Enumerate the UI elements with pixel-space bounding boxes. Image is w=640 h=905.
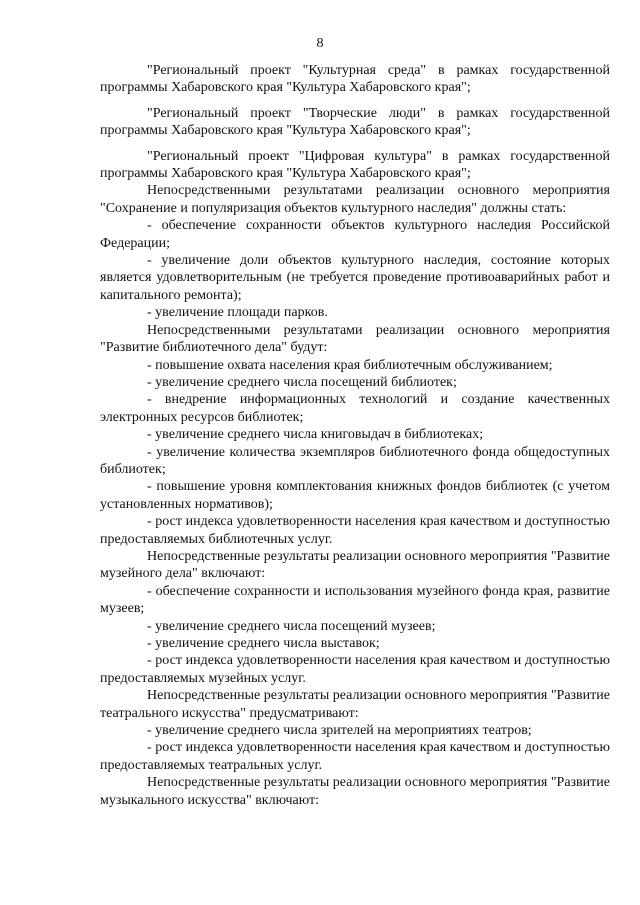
list-item-heritage-preservation: - обеспечение сохранности объектов культурного наследия Российской Федерации; [100, 218, 610, 251]
list-item-exhibitions: - увеличение среднего числа выставок; [147, 636, 380, 651]
paragraph-heritage-results-intro: Непосредственными результатами реализации основного мероприятия "Сохранение и популяризация объектов культурного наследия" должны стать: [100, 183, 610, 216]
page-number: 8 [316, 36, 324, 51]
list-item-museum-satisfaction: - рост индекса удовлетворенности населения края качеством и доступностью предоставляемых музейных услуг. [100, 653, 610, 686]
paragraph-theatre-results-intro: Непосредственные результаты реализации основного мероприятия "Развитие театрального искусства" предусматривают: [100, 688, 610, 721]
list-item-library-fund: - увеличение количества экземпляров библиотечного фонда общедоступных библиотек; [100, 444, 610, 477]
list-item-library-acquisition: - повышение уровня комплектования книжных фондов библиотек (с учетом установленных нормативов); [100, 479, 610, 512]
list-item-theatre-audience: - увеличение среднего числа зрителей на мероприятиях театров; [147, 723, 532, 739]
paragraph-library-results-intro: Непосредственными результатами реализации основного мероприятия "Развитие библиотечного дела" будут: [100, 322, 610, 356]
paragraph-regional-project-digital-culture: "Региональный проект "Цифровая культура" в рамках государственной программы Хабаровского края "Культура Хабаровского края"; [100, 148, 610, 182]
list-item-museum-visits: - увеличение среднего числа посещений музеев; [147, 618, 436, 634]
list-item-library-visits: - увеличение среднего числа посещений библиотек; [147, 374, 457, 390]
document-body [100, 62, 610, 809]
list-item-library-it: - внедрение информационных технологий и создание качественных электронных ресурсов библиотек; [100, 392, 610, 425]
list-item-theatre-satisfaction: - рост индекса удовлетворенности населения края качеством и доступностью предоставляемых театральных услуг. [100, 740, 610, 773]
paragraph-regional-project-creative-people: "Региональный проект "Творческие люди" в рамках государственной программы Хабаровского края "Культура Хабаровского края"; [100, 105, 610, 139]
list-item-heritage-condition-share: - увеличение доли объектов культурного наследия, состояние которых является удовлетворительным (не требуется проведение противоаварийных работ и капитального ремонта); [100, 253, 610, 303]
paragraph-museum-results-intro: Непосредственные результаты реализации основного мероприятия "Развитие музейного дела" включают: [100, 548, 610, 582]
paragraph-regional-project-culture-environment: "Региональный проект "Культурная среда" в рамках государственной программы Хабаровского края "Культура Хабаровского края"; [100, 63, 610, 96]
list-item-book-loans: - увеличение среднего числа книговыдач в библиотеках; [147, 427, 484, 443]
list-item-library-coverage: - повышение охвата населения края библиотечным обслуживанием; [147, 357, 553, 373]
list-item-park-area: - увеличение площади парков. [147, 305, 328, 321]
paragraph-music-results-intro: Непосредственные результаты реализации основного мероприятия "Развитие музыкального искусства" включают: [100, 775, 610, 808]
list-item-library-satisfaction: - рост индекса удовлетворенности населения края качеством и доступностью предоставляемых библиотечных услуг. [100, 514, 610, 547]
list-item-museum-fund: - обеспечение сохранности и использования музейного фонда края, развитие музеев; [100, 583, 610, 617]
